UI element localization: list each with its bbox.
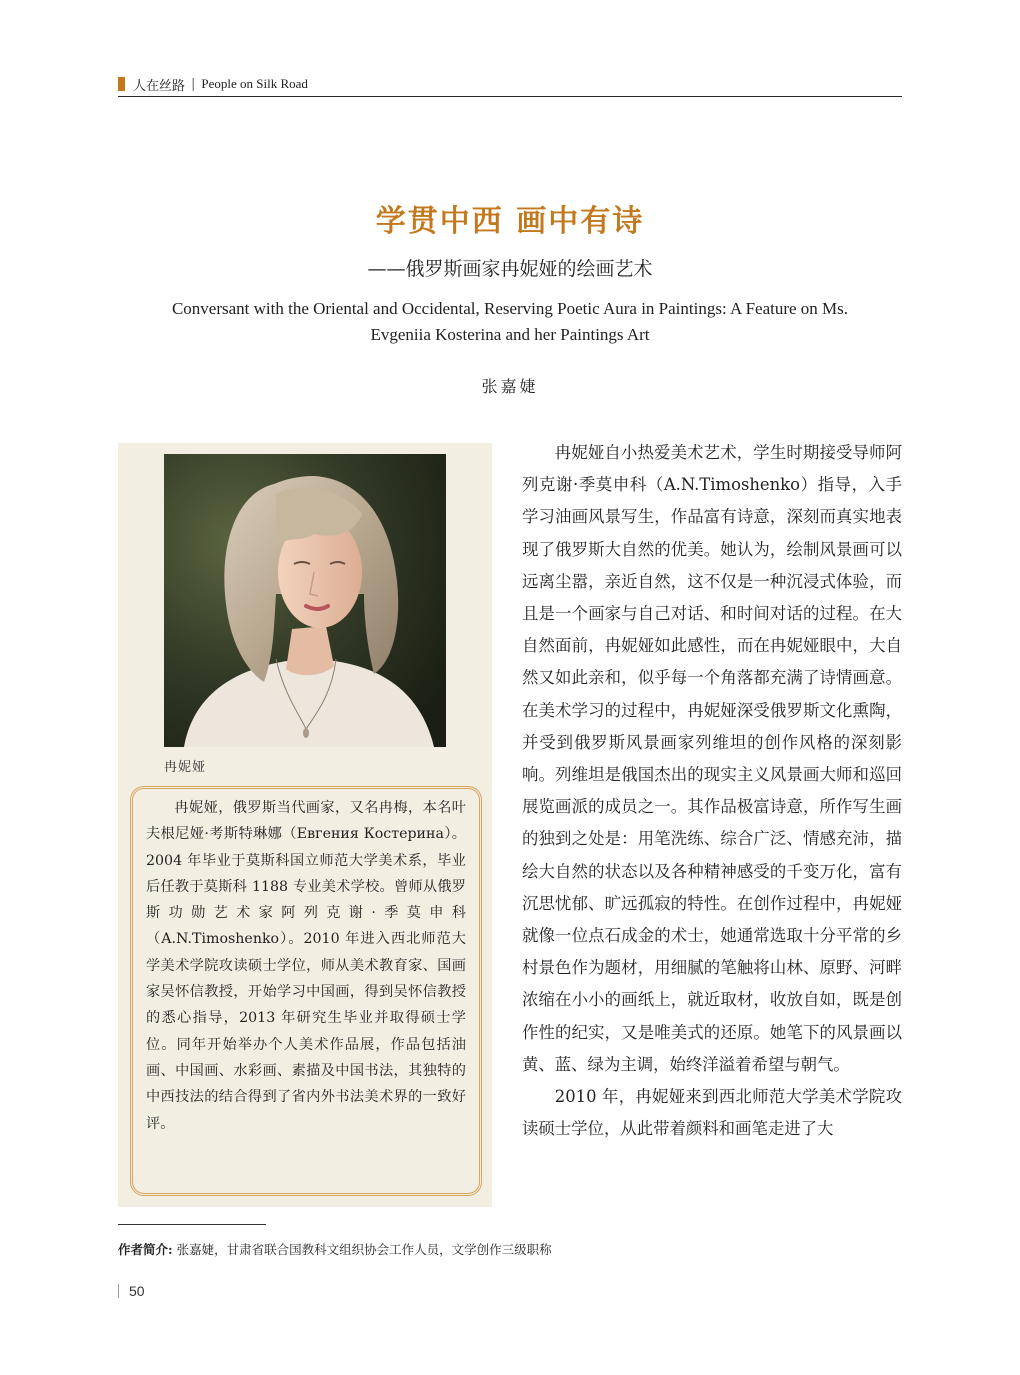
body-paragraph: 冉妮娅自小热爱美术艺术，学生时期接受导师阿列克谢·季莫申科（A.N.Timoshenko）指导，入手学习油画风景写生，作品富有诗意，深刻而真实地表现了俄罗斯大自然的优美。她认为，绘制风景画可以远离尘嚣，亲近自然，这不仅是一种沉浸式体验，而且是一个画家与自己对话、和时间对话的过程。在大自然面前，冉妮娅如此感性，而在冉妮娅眼中，大自然又如此亲和，似乎每一个角落都充满了诗情画意。在美术学习的过程中，冉妮娅深受俄罗斯文化熏陶，并受到俄罗斯风景画家列维坦的创作风格的深刻影响。列维坦是俄国杰出的现实主义风景画大师和巡回展览画派的成员之一。其作品极富诗意，所作写生画的独到之处是：用笔洗练、综合广泛、情感充沛，描绘大自然的状态以及各种精神感受的千变万化，富有沉思忧郁、旷远孤寂的特性。在创作过程中，冉妮娅就像一位点石成金的术士，她通常选取十分平常的乡村景色作为题材，用细腻的笔触将山林、原野、河畔浓缩在小小的画纸上，就近取材，收放自如，既是创作性的纪实，又是唯美式的还原。她笔下的风景画以黄、蓝、绿为主调，始终洋溢着希望与朝气。 [522,443,902,1074]
section-title-cn: 人在丝路 [133,78,186,94]
section-marker-icon [118,77,125,91]
photo-caption: 冉妮娅 [164,760,207,775]
footnote-label: 作者简介: [118,1242,173,1257]
page-number-value: 50 [129,1283,145,1299]
bio-text: 冉妮娅，俄罗斯当代画家，又名冉梅，本名叶夫根尼娅·考斯特琳娜（Евгения Костерина）。2004 年毕业于莫斯科国立师范大学美术系，毕业后任教于莫斯科 1188 专业美术学校。曾师从俄罗斯功勋艺术家阿列克谢·季莫申科（A.N.Timoshenko）。2010 年进入西北师范大学美术学院攻读硕士学位，师从美术教育家、国画家吴怀信教授，开始学习中国画，得到吴怀信教授的悉心指导，2013 年研究生毕业并取得硕士学位。同年开始举办个人美术作品展，作品包括油画、中国画、水彩画、素描及中国书法，其独特的中西技法的结合得到了省内外书法美术界的一致好评。 [146,800,466,1132]
article-subtitle: ——俄罗斯画家冉妮娅的绘画艺术 [367,258,653,280]
footnote-rule [118,1224,266,1225]
article-title-en: Conversant with the Oriental and Occidental, Reserving Poetic Aura in Paintings: A Feature on Ms. Evgeniia Kosterina and her Paintings Art [171,299,849,344]
page-number-divider [118,1284,119,1298]
article-author: 张嘉婕 [481,377,539,396]
portrait-photo [164,454,446,747]
footnote-text: 张嘉婕，甘肃省联合国教科文组织协会工作人员，文学创作三级职称 [172,1242,552,1257]
bio-frame [130,786,482,1196]
body-paragraph: 2010 年，冉妮娅来到西北师范大学美术学院攻读硕士学位，从此带着颜料和画笔走进了大 [522,1087,902,1139]
section-title-en: People on Silk Road [201,76,308,91]
author-footnote [118,1240,552,1258]
header-separator: | [191,76,196,92]
sidebar-panel [118,443,492,1207]
article-title: 学贯中西 画中有诗 [375,204,645,239]
page-number [118,1283,145,1299]
running-header [118,72,902,97]
main-body-text [522,437,902,1145]
